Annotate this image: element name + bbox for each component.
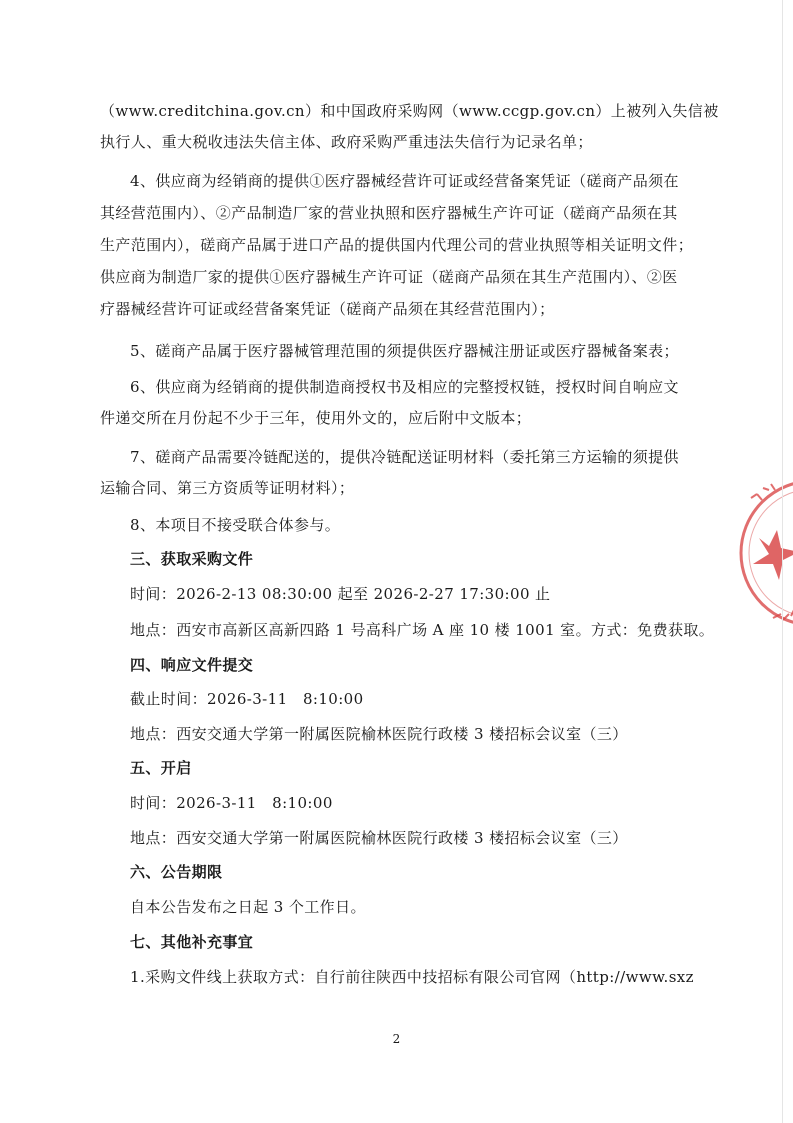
text-line: 疗器械经营许可证或经营备案凭证（磋商产品须在其经营范围内）； [100,300,555,318]
section-heading: 四、响应文件提交 [130,656,254,674]
section-heading: 六、公告期限 [130,863,223,881]
seal-stamp [733,468,793,638]
text-line: 运输合同、第三方资质等证明材料）； [100,479,355,497]
scan-edge [782,0,783,1123]
text-line: 供应商为制造厂家的提供①医疗器械生产许可证（磋商产品须在其生产范围内）、②医 [100,268,678,286]
text-line: 地点：西安交通大学第一附属医院榆林医院行政楼 3 楼招标会议室（三） [130,829,628,847]
text-line: 6、供应商为经销商的提供制造商授权书及相应的完整授权链，授权时间自响应文 [130,378,679,396]
text-line: 自本公告发布之日起 3 个工作日。 [130,898,366,916]
section-heading: 七、其他补充事宜 [130,933,254,951]
text-line: 地点：西安交通大学第一附属医院榆林医院行政楼 3 楼招标会议室（三） [130,725,628,743]
section-heading: 三、获取采购文件 [130,550,254,568]
text-line: 4、供应商为经销商的提供①医疗器械经营许可证或经营备案凭证（磋商产品须在 [130,172,679,190]
text-line: 地点：西安市高新区高新四路 1 号高科广场 A 座 10 楼 1001 室。方式：免费获取。 [130,621,715,639]
text-line: 8、本项目不接受联合体参与。 [130,516,341,534]
text-line: 5、磋商产品属于医疗器械管理范围的须提供医疗器械注册证或医疗器械备案表； [130,342,679,360]
text-line: 其经营范围内）、②产品制造厂家的营业执照和医疗器械生产许可证（磋商产品须在其 [100,204,678,222]
text-line: 时间：2026-2-13 08:30:00 起至 2026-2-27 17:30:00 止 [130,585,551,603]
text-line: （www.creditchina.gov.cn）和中国政府采购网（www.ccgp.gov.cn）上被列入失信被 [100,102,719,120]
text-line: 7、磋商产品需要冷链配送的，提供冷链配送证明材料（委托第三方运输的须提供 [130,448,679,466]
text-line: 执行人、重大税收违法失信主体、政府采购严重违法失信行为记录名单； [100,133,593,151]
text-line: 生产范围内），磋商产品属于进口产品的提供国内代理公司的营业执照等相关证明文件； [100,236,694,254]
text-line: 截止时间：2026-3-11 8:10:00 [130,690,364,708]
text-line: 件递交所在月份起不少于三年，使用外文的，应后附中文版本； [100,409,532,427]
page-number: 2 [392,1032,401,1046]
text-line: 1.采购文件线上获取方式：自行前往陕西中技招标有限公司官网（http://www.sxz [130,968,694,986]
section-heading: 五、开启 [130,759,192,777]
text-line: 时间：2026-3-11 8:10:00 [130,794,333,812]
